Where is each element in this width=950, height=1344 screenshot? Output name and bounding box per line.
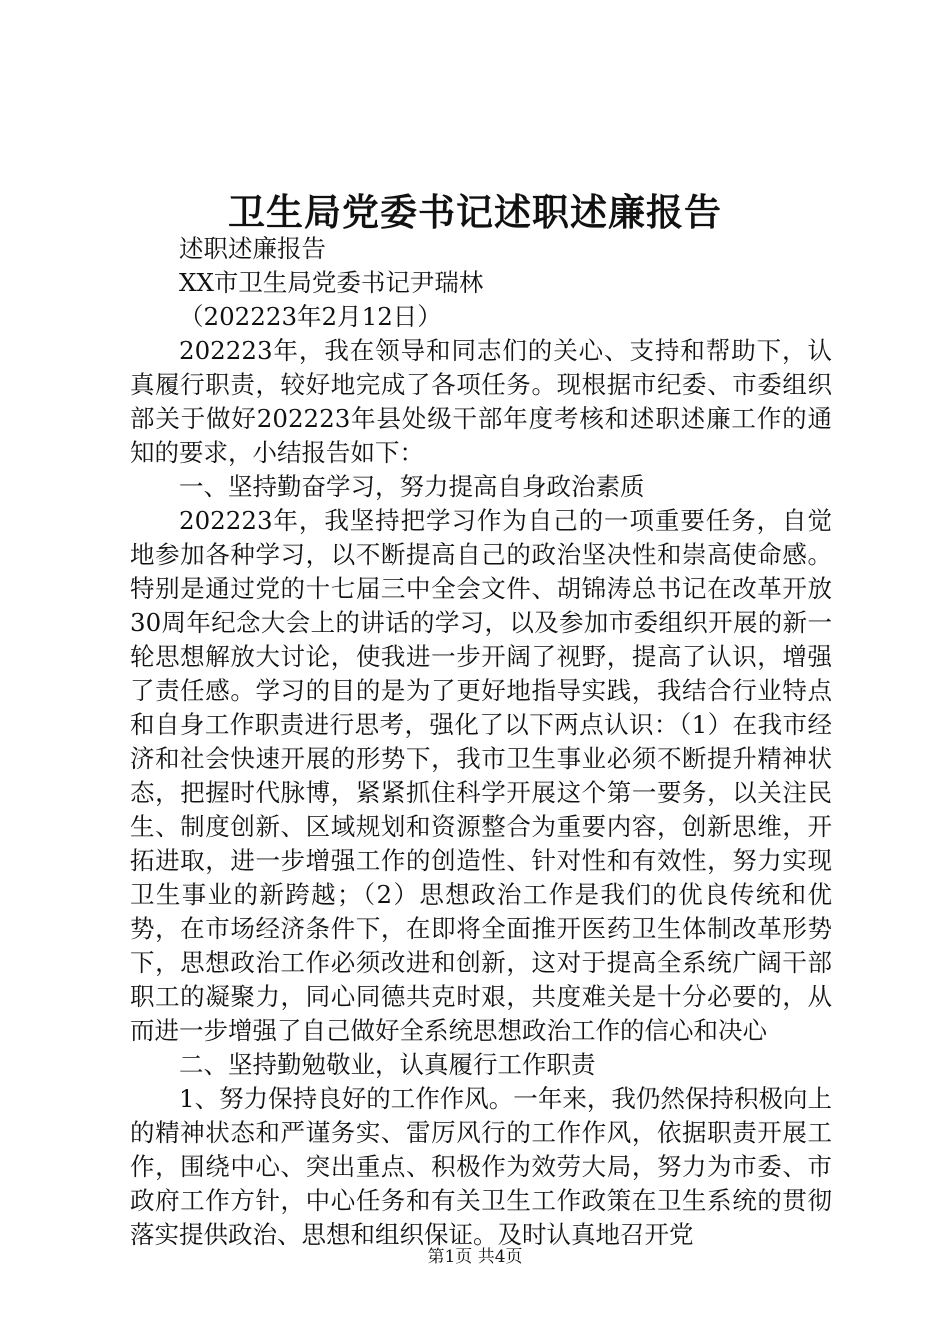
paragraph-author: XX市卫生局党委书记尹瑞林 bbox=[179, 268, 484, 297]
paragraph-study: 202223年，我坚持把学习作为自己的一项重要任务，自觉地参加各种学习，以不断提高自己的政治坚决性和崇高使命感。特别是通过党的十七届三中全会文件、胡锦涛总书记在改革开放30周年纪念大会上的讲话的学习，以及参加市委组织开展的新一轮思想解放大讨论，使我进一步开阔了视野，提高了认识，增强了责任感。学习的目的是为了更好地指导实践，我结合行业特点和自身工作职责进行思考，强化了以下两点认识：（1）在我市经济和社会快速开展的形势下，我市卫生事业必须不断提升精神状态，把握时代脉博，紧紧抓住科学开展这个第一要务，以关注民生、制度创新、区域规划和资源整合为重要内容，创新思维，开拓进取，进一步增强工作的创造性、针对性和有效性，努力实现卫生事业的新跨越；（2）思想政治工作是我们的优良传统和优势，在市场经济条件下，在即将全面推开医药卫生体制改革形势下，思想政治工作必须改进和创新，这对于提高全系统广阔干部职工的凝聚力，同心同德共克时艰，共度难关是十分必要的，从而进一步增强了自己做好全系统思想政治工作的信心和决心 bbox=[130, 506, 832, 1045]
paragraph-work-style: 1、努力保持良好的工作作风。一年来，我仍然保持积极向上的精神状态和严谨务实、雷厉风行的工作作风，依据职责开展工作，围绕中心、突出重点、积极作为效劳大局，努力为市委、市政府工作方针，中心任务和有关卫生工作政策在卫生系统的贯彻落实提供政治、思想和组织保证。及时认真地召开党 bbox=[130, 1084, 832, 1249]
page-footer: 第1页 共4页 bbox=[427, 1247, 523, 1267]
paragraph-intro: 202223年，我在领导和同志们的关心、支持和帮助下，认真履行职责，较好地完成了各项任务。现根据市纪委、市委组织部关于做好202223年县处级干部年度考核和述职述廉工作的通知的要求，小结报告如下： bbox=[130, 336, 832, 467]
document-title: 卫生局党委书记述职述廉报告 bbox=[228, 190, 722, 234]
document-body bbox=[130, 232, 832, 1252]
paragraph-report-type: 述职述廉报告 bbox=[179, 234, 326, 263]
section-heading-1: 一、坚持勤奋学习，努力提高自身政治素质 bbox=[179, 472, 645, 501]
paragraph-date: （202223年2月12日） bbox=[179, 302, 442, 331]
section-heading-2: 二、坚持勤勉敬业，认真履行工作职责 bbox=[179, 1050, 596, 1079]
